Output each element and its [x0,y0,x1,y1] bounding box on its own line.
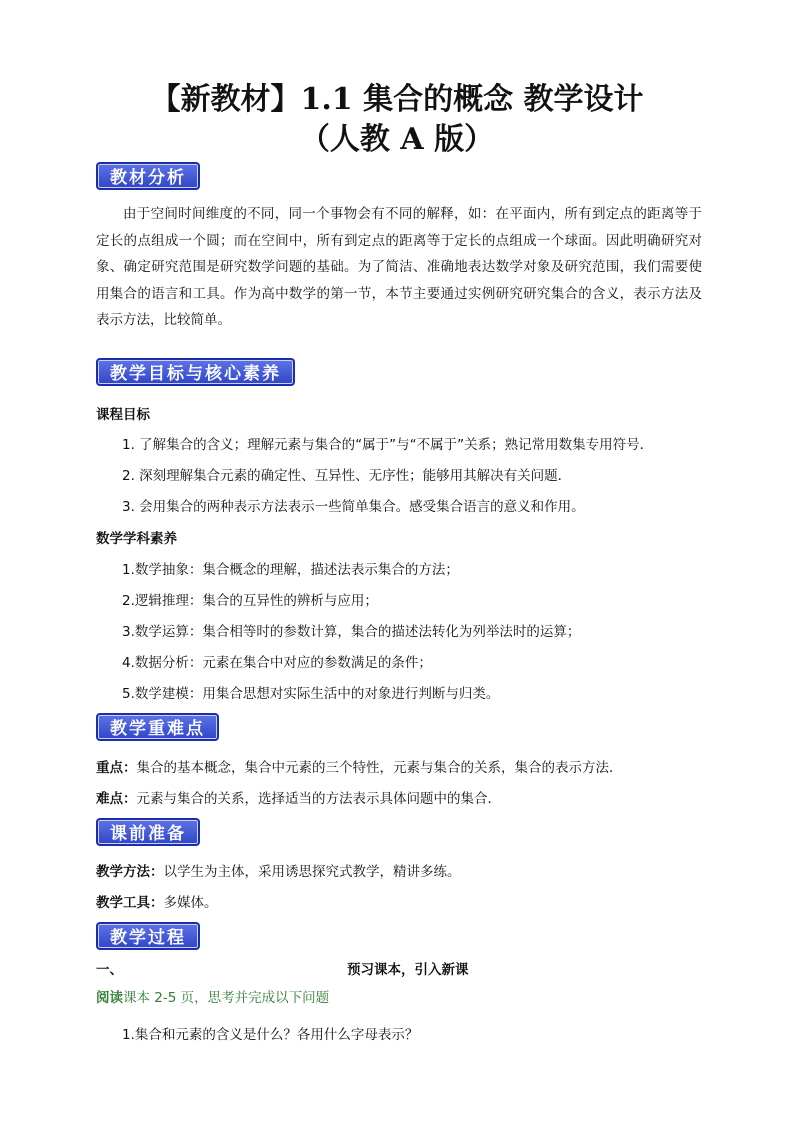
literacy-item: 1.数学抽象：集合概念的理解，描述法表示集合的方法； [122,562,459,578]
literacy-heading: 数学学科素养 [96,531,177,547]
document-title: 【新教材】1.1 集合的概念 教学设计 [150,82,644,117]
tools-label: 教学工具： [96,895,164,911]
section-badge-key-points: 教学重难点 [96,713,219,741]
focus-line [96,756,623,776]
document-subtitle: （人教 A 版） [299,122,495,157]
literacy-item: 2.逻辑推理：集合的互异性的辨析与应用； [122,593,378,609]
literacy-item: 5.数学建模：用集合思想对实际生活中的对象进行判断与归类。 [122,686,500,702]
course-goals-heading: 课程目标 [96,407,150,423]
focus-label: 重点： [96,760,137,776]
read-text: 课本 2-5 页，思考并完成以下问题 [123,990,330,1006]
difficulty-line [96,787,501,807]
section-badge-goals: 教学目标与核心素养 [96,358,295,386]
course-goal-item: 2. 深刻理解集合元素的确定性、互异性、无序性；能够用其解决有关问题． [122,468,572,484]
literacy-item: 3.数学运算：集合相等时的参数计算，集合的描述法转化为列举法时的运算； [122,624,581,640]
question-item: 1.集合和元素的含义是什么？各用什么字母表示？ [122,1027,419,1043]
reading-line [96,986,329,1006]
analysis-paragraph: 由于空间时间维度的不同，同一个事物会有不同的解释，如：在平面内，所有到定点的距离等于定长的点组成一个圆；而在空间中，所有到定点的距离等于定长的点组成一个球面。因此明确研究对象、确定研究范围是研究数学问题的基础。为了简洁、准确地表达数学对象及研究范围，我们需要使用集合的语言和工具。作为高中数学的第一节，本节主要通过实例研究研究集合的含义，表示方法及表示方法，比较简单。 [96,206,702,328]
literacy-item: 4.数据分析：元素在集合中对应的参数满足的条件； [122,655,432,671]
method-line [96,860,461,880]
method-label: 教学方法： [96,864,164,880]
step-title: 预习课本，引入新课 [347,962,469,978]
section-badge-preparation: 课前准备 [96,818,200,846]
section-badge-analysis: 教材分析 [96,162,200,190]
difficulty-text: 元素与集合的关系，选择适当的方法表示具体问题中的集合． [136,791,501,807]
section-badge-process: 教学过程 [96,922,200,950]
read-label: 阅读 [96,990,123,1006]
step-number: 一、 [96,962,123,978]
tools-text: 多媒体。 [163,895,218,911]
difficulty-label: 难点： [96,791,137,807]
course-goal-item: 1. 了解集合的含义；理解元素与集合的“属于”与“不属于”关系；熟记常用数集专用符号． [122,437,654,453]
course-goal-item: 3. 会用集合的两种表示方法表示一些简单集合。感受集合语言的意义和作用。 [122,499,585,515]
method-text: 以学生为主体，采用诱思探究式教学，精讲多练。 [163,864,461,880]
focus-text: 集合的基本概念，集合中元素的三个特性，元素与集合的关系，集合的表示方法． [136,760,623,776]
tools-line [96,891,218,911]
